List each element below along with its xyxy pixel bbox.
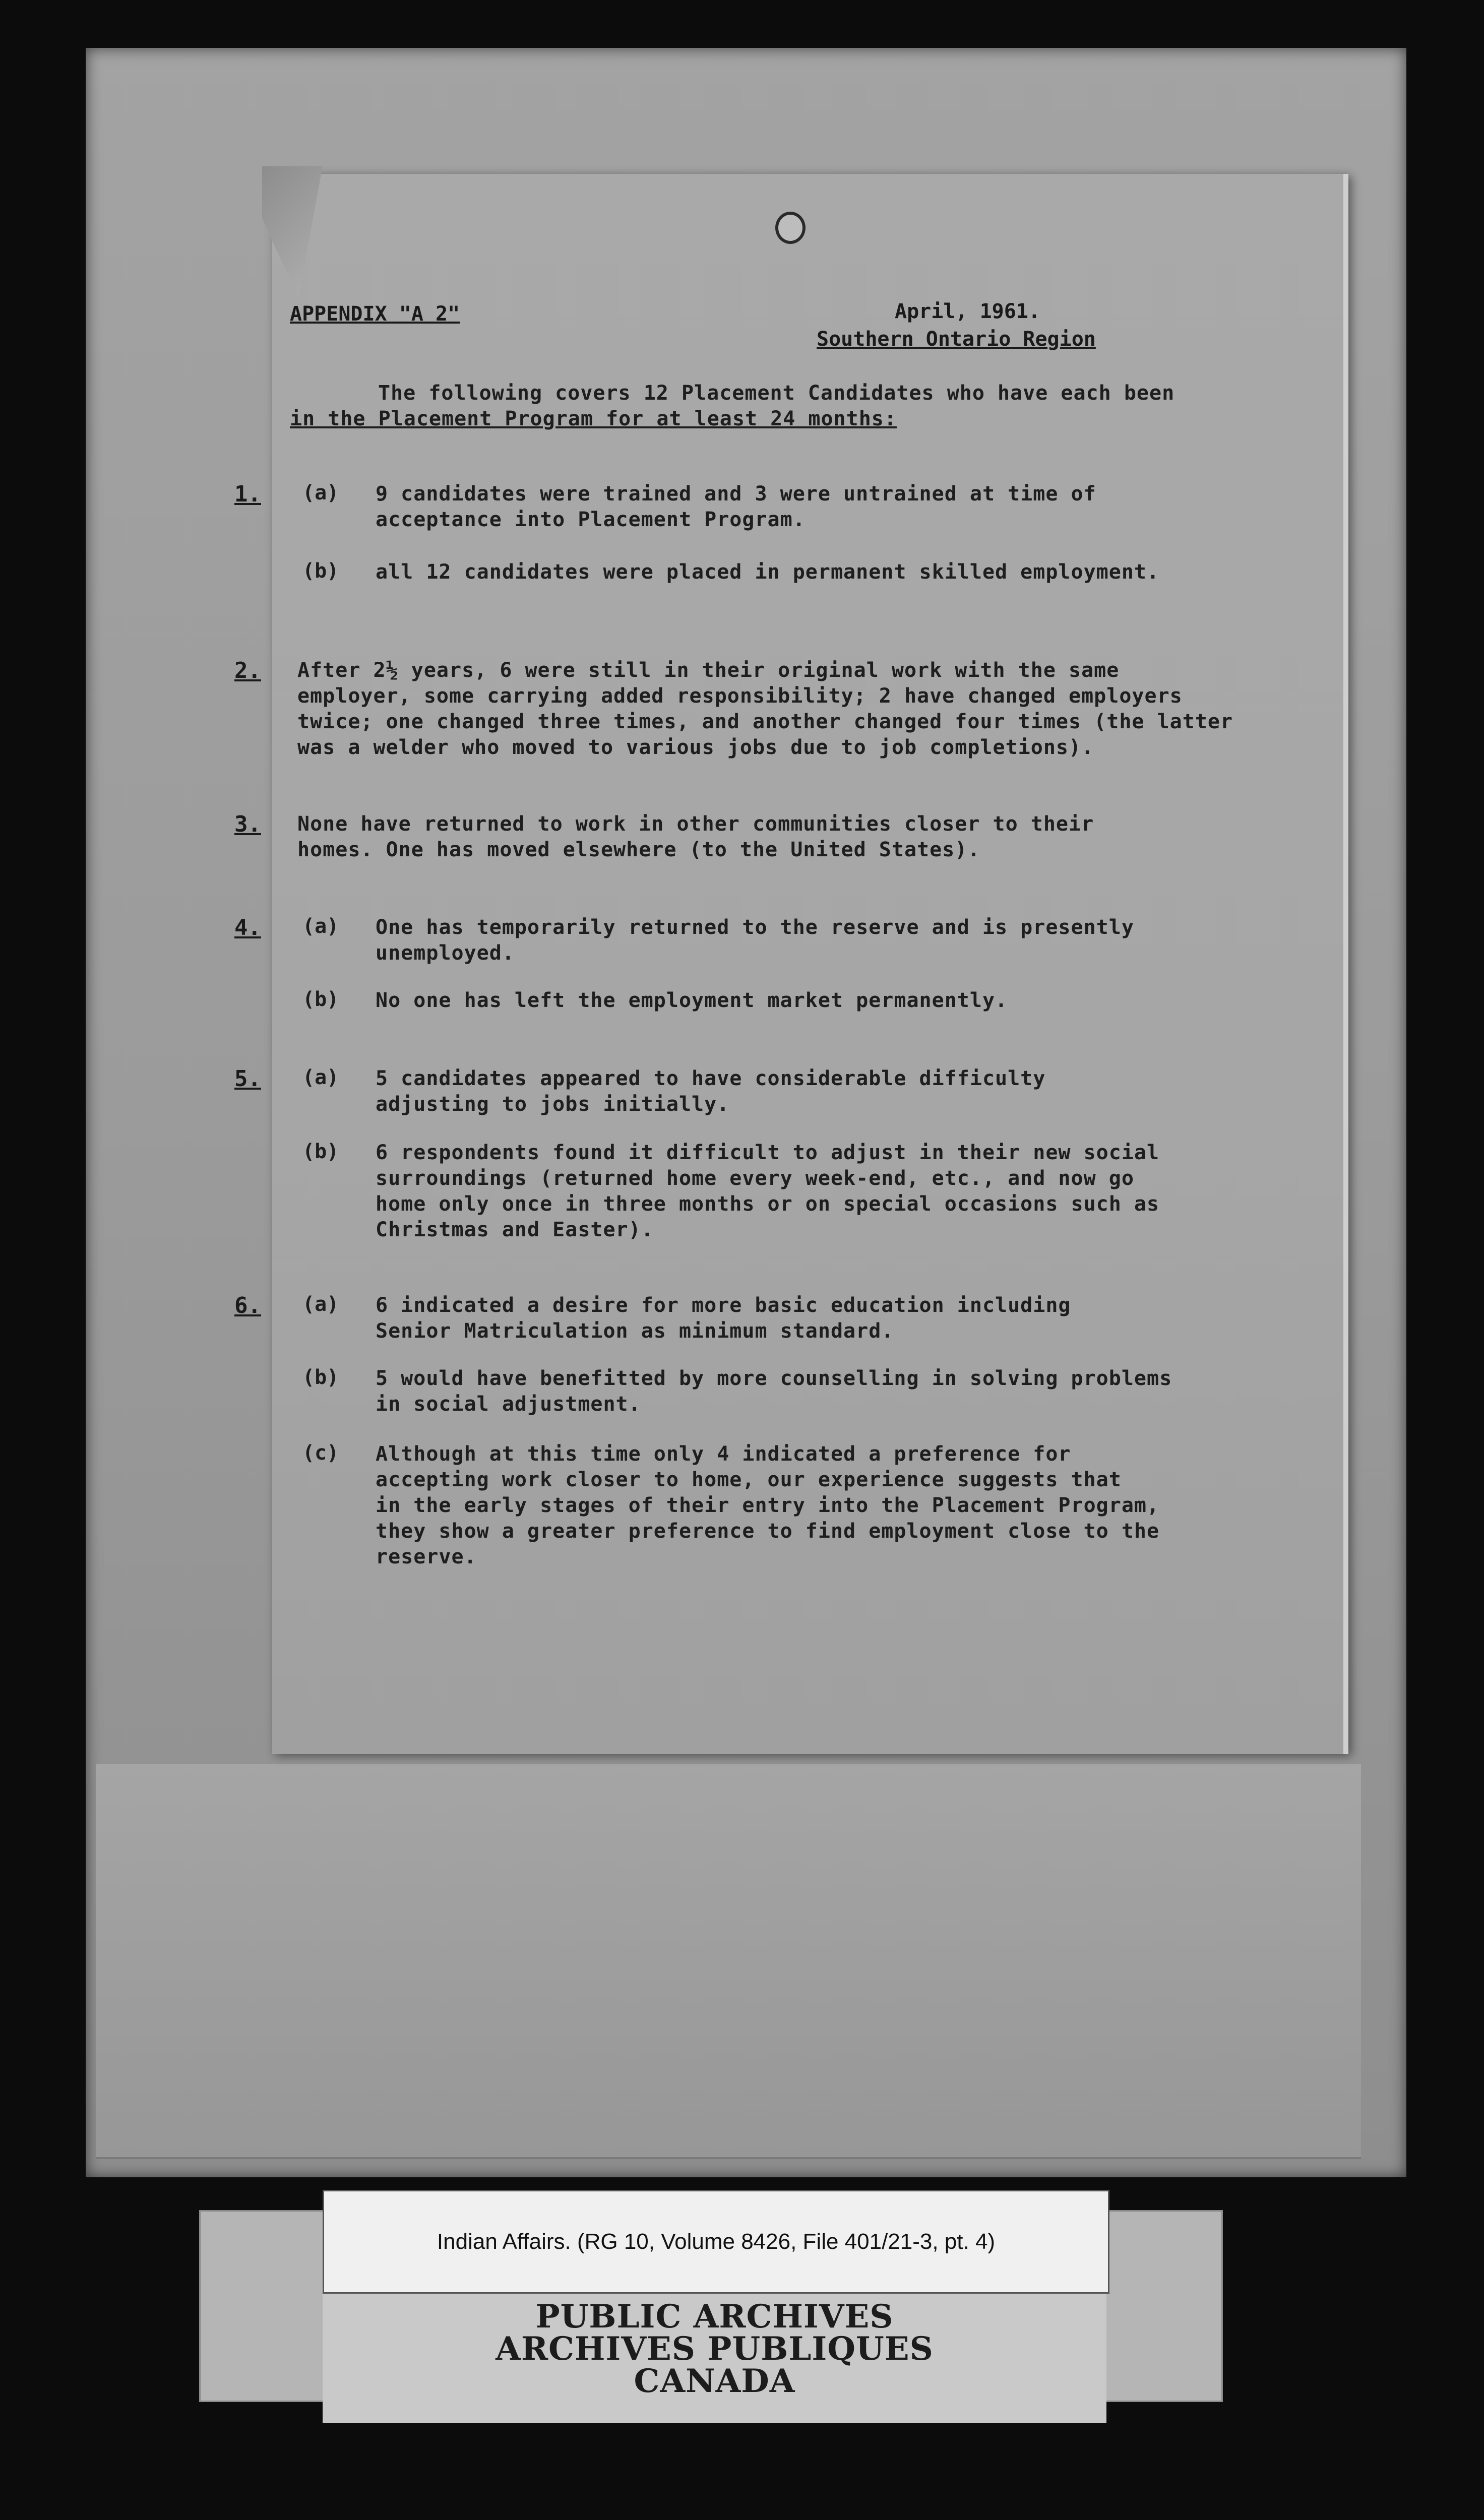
item-subletter: (b): [302, 1366, 339, 1389]
item-text: 6 indicated a desire for more basic education including Senior Matriculation as minimum standard.: [376, 1294, 1071, 1343]
item-subletter: (a): [302, 1293, 339, 1316]
item-number: 6.: [234, 1293, 261, 1318]
item-number: 3.: [234, 811, 261, 837]
back-sheet-edge: [96, 1764, 1361, 2159]
archive-stamp-line-2: ARCHIVES PUBLIQUES: [496, 2330, 934, 2368]
punch-hole: [775, 212, 806, 244]
item-subletter: (b): [302, 559, 339, 583]
item-text: None have returned to work in other communities closer to their homes. One has moved elsewhere (to the United States).: [297, 812, 1094, 861]
archive-reference: Indian Affairs. (RG 10, Volume 8426, File 401/21-3, pt. 4): [323, 2190, 1109, 2294]
item-number: 1.: [234, 481, 261, 507]
appendix-heading: APPENDIX "A 2": [290, 302, 460, 326]
item-subletter: (c): [302, 1441, 339, 1465]
item-subletter: (b): [302, 1140, 339, 1163]
item-subletter: (b): [302, 988, 339, 1011]
region-heading: Southern Ontario Region: [817, 328, 1096, 351]
item-number: 5.: [234, 1066, 261, 1092]
item-text: No one has left the employment market permanently.: [376, 989, 1008, 1012]
document-date: April, 1961.: [895, 300, 1040, 323]
item-text: 5 would have benefitted by more counselling in solving problems in social adjustment.: [376, 1367, 1172, 1416]
item-number: 2.: [234, 658, 261, 683]
item-text: Although at this time only 4 indicated a preference for accepting work closer to home, our experience suggests that in the early stages of their entry into the Placement Program, they show a greater preference to find employment close to the reserve.: [376, 1442, 1160, 1568]
intro-line-1: The following covers 12 Placement Candidates who have each been: [378, 382, 1175, 405]
item-text: 6 respondents found it difficult to adjust in their new social surroundings (returned home every week-end, etc., and now go home only once in three months or on special occasions such as Christmas and Easter).: [376, 1141, 1160, 1241]
item-subletter: (a): [302, 915, 339, 938]
item-text: all 12 candidates were placed in permanent skilled employment.: [376, 560, 1160, 584]
item-subletter: (a): [302, 481, 339, 505]
item-text: 9 candidates were trained and 3 were untrained at time of acceptance into Placement Program.: [376, 482, 1096, 531]
item-text: One has temporarily returned to the reserve and is presently unemployed.: [376, 916, 1134, 965]
archive-stamp-line-1: PUBLIC ARCHIVES: [535, 2298, 894, 2336]
intro-line-2: in the Placement Program for at least 24 months:: [290, 407, 897, 430]
item-subletter: (a): [302, 1066, 339, 1089]
archive-stamp-line-3: CANADA: [634, 2362, 795, 2400]
item-text: After 2½ years, 6 were still in their original work with the same employer, some carrying added responsibility; 2 have changed employers twice; one changed three times, and another changed four times (the latter was a welder who moved to various jobs due to job completions).: [297, 659, 1233, 759]
item-number: 4.: [234, 915, 261, 940]
item-text: 5 candidates appeared to have considerable difficulty adjusting to jobs initially.: [376, 1067, 1046, 1116]
